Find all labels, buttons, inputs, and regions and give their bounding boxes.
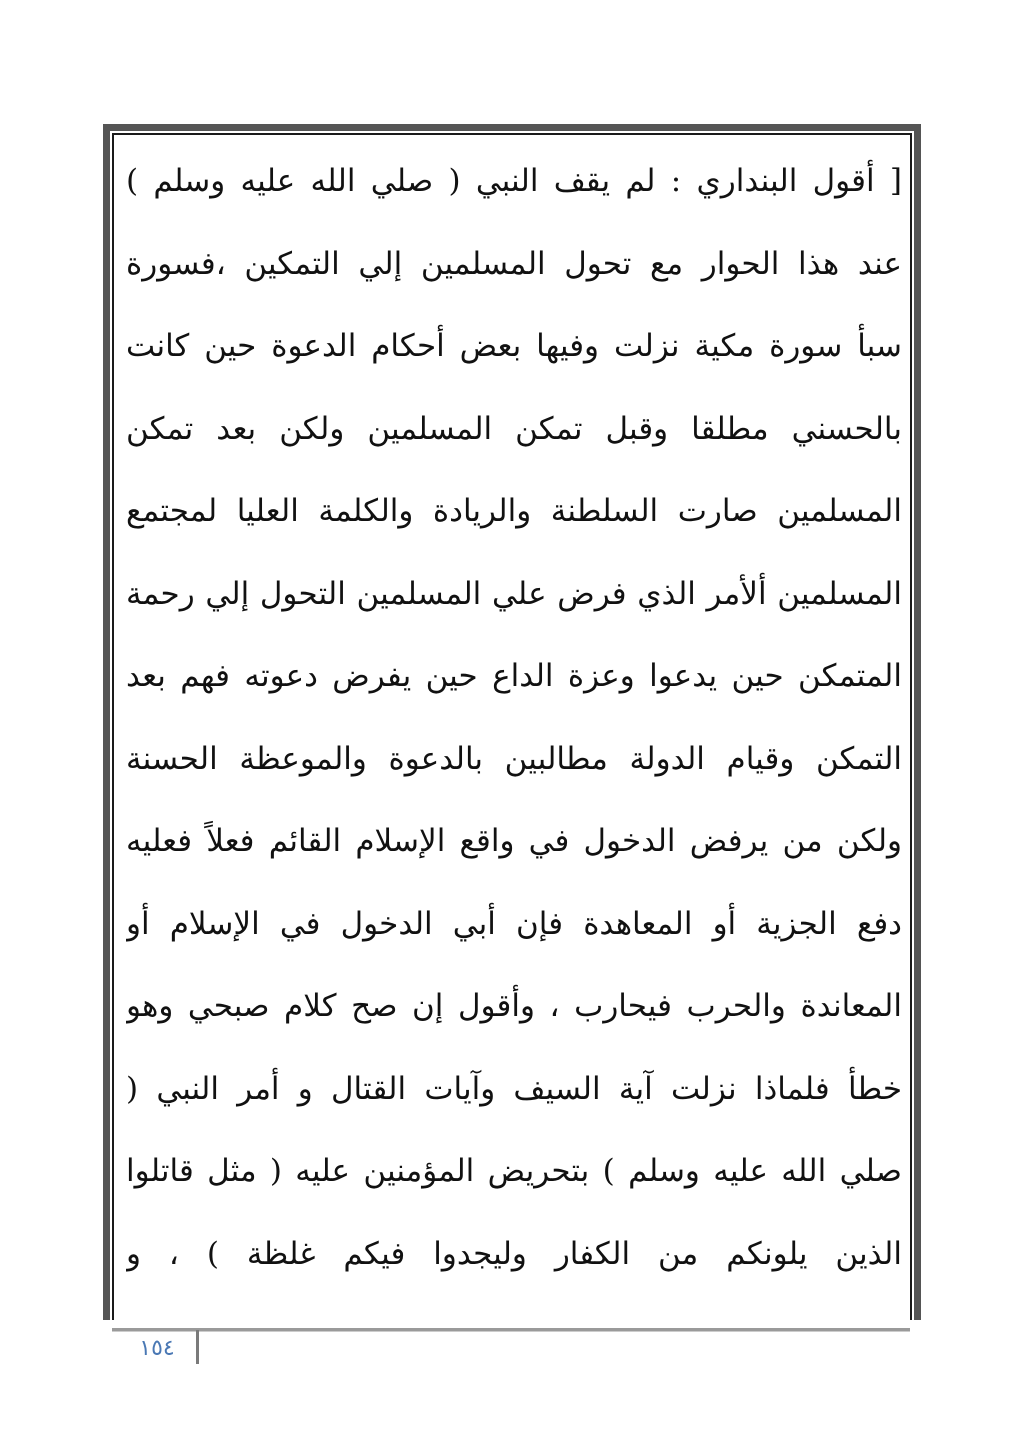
text-line: عند هذا الحوار مع تحول المسلمين إلي التمكين ،فسورة	[126, 245, 902, 282]
text-line: دفع الجزية أو المعاهدة فإن أبي الدخول في الإسلام أو	[126, 905, 902, 942]
text-line: خطأ فلماذا نزلت آية السيف وآيات القتال و أمر النبي (	[126, 1070, 902, 1107]
text-line: ولكن من يرفض الدخول في واقع الإسلام القائم فعلاً فعليه	[126, 823, 902, 859]
text-line: المسلمين صارت السلطنة والريادة والكلمة العليا لمجتمع	[126, 493, 902, 529]
footer-rule-shadow	[112, 1331, 910, 1332]
text-line: الذين يلونكم من الكفار وليجدوا فيكم غلظة ) ، و	[126, 1235, 902, 1272]
text-line: المعاندة والحرب فيحارب ، وأقول إن صح كلام صبحي وهو	[126, 988, 902, 1024]
text-line: [ أقول البنداري : لم يقف النبي ( صلي الله عليه وسلم )	[126, 163, 902, 199]
text-line: التمكن وقيام الدولة مطالبين بالدعوة والموعظة الحسنة	[126, 740, 902, 777]
document-body	[126, 140, 902, 1295]
text-line: المتمكن حين يدعوا وعزة الداع حين يفرض دعوته فهم بعد	[126, 658, 902, 694]
text-line: صلي الله عليه وسلم ) بتحريض المؤمنين عليه ( مثل قاتلوا	[126, 1153, 902, 1189]
text-line: بالحسني مطلقا وقبل تمكن المسلمين ولكن بعد تمكن	[126, 410, 902, 447]
page-number: ١٥٤	[139, 1336, 175, 1361]
page-number-divider	[196, 1330, 199, 1364]
text-line: سبأ سورة مكية نزلت وفيها بعض أحكام الدعوة حين كانت	[126, 328, 902, 364]
text-line: المسلمين ألأمر الذي فرض علي المسلمين التحول إلي رحمة	[126, 575, 902, 612]
